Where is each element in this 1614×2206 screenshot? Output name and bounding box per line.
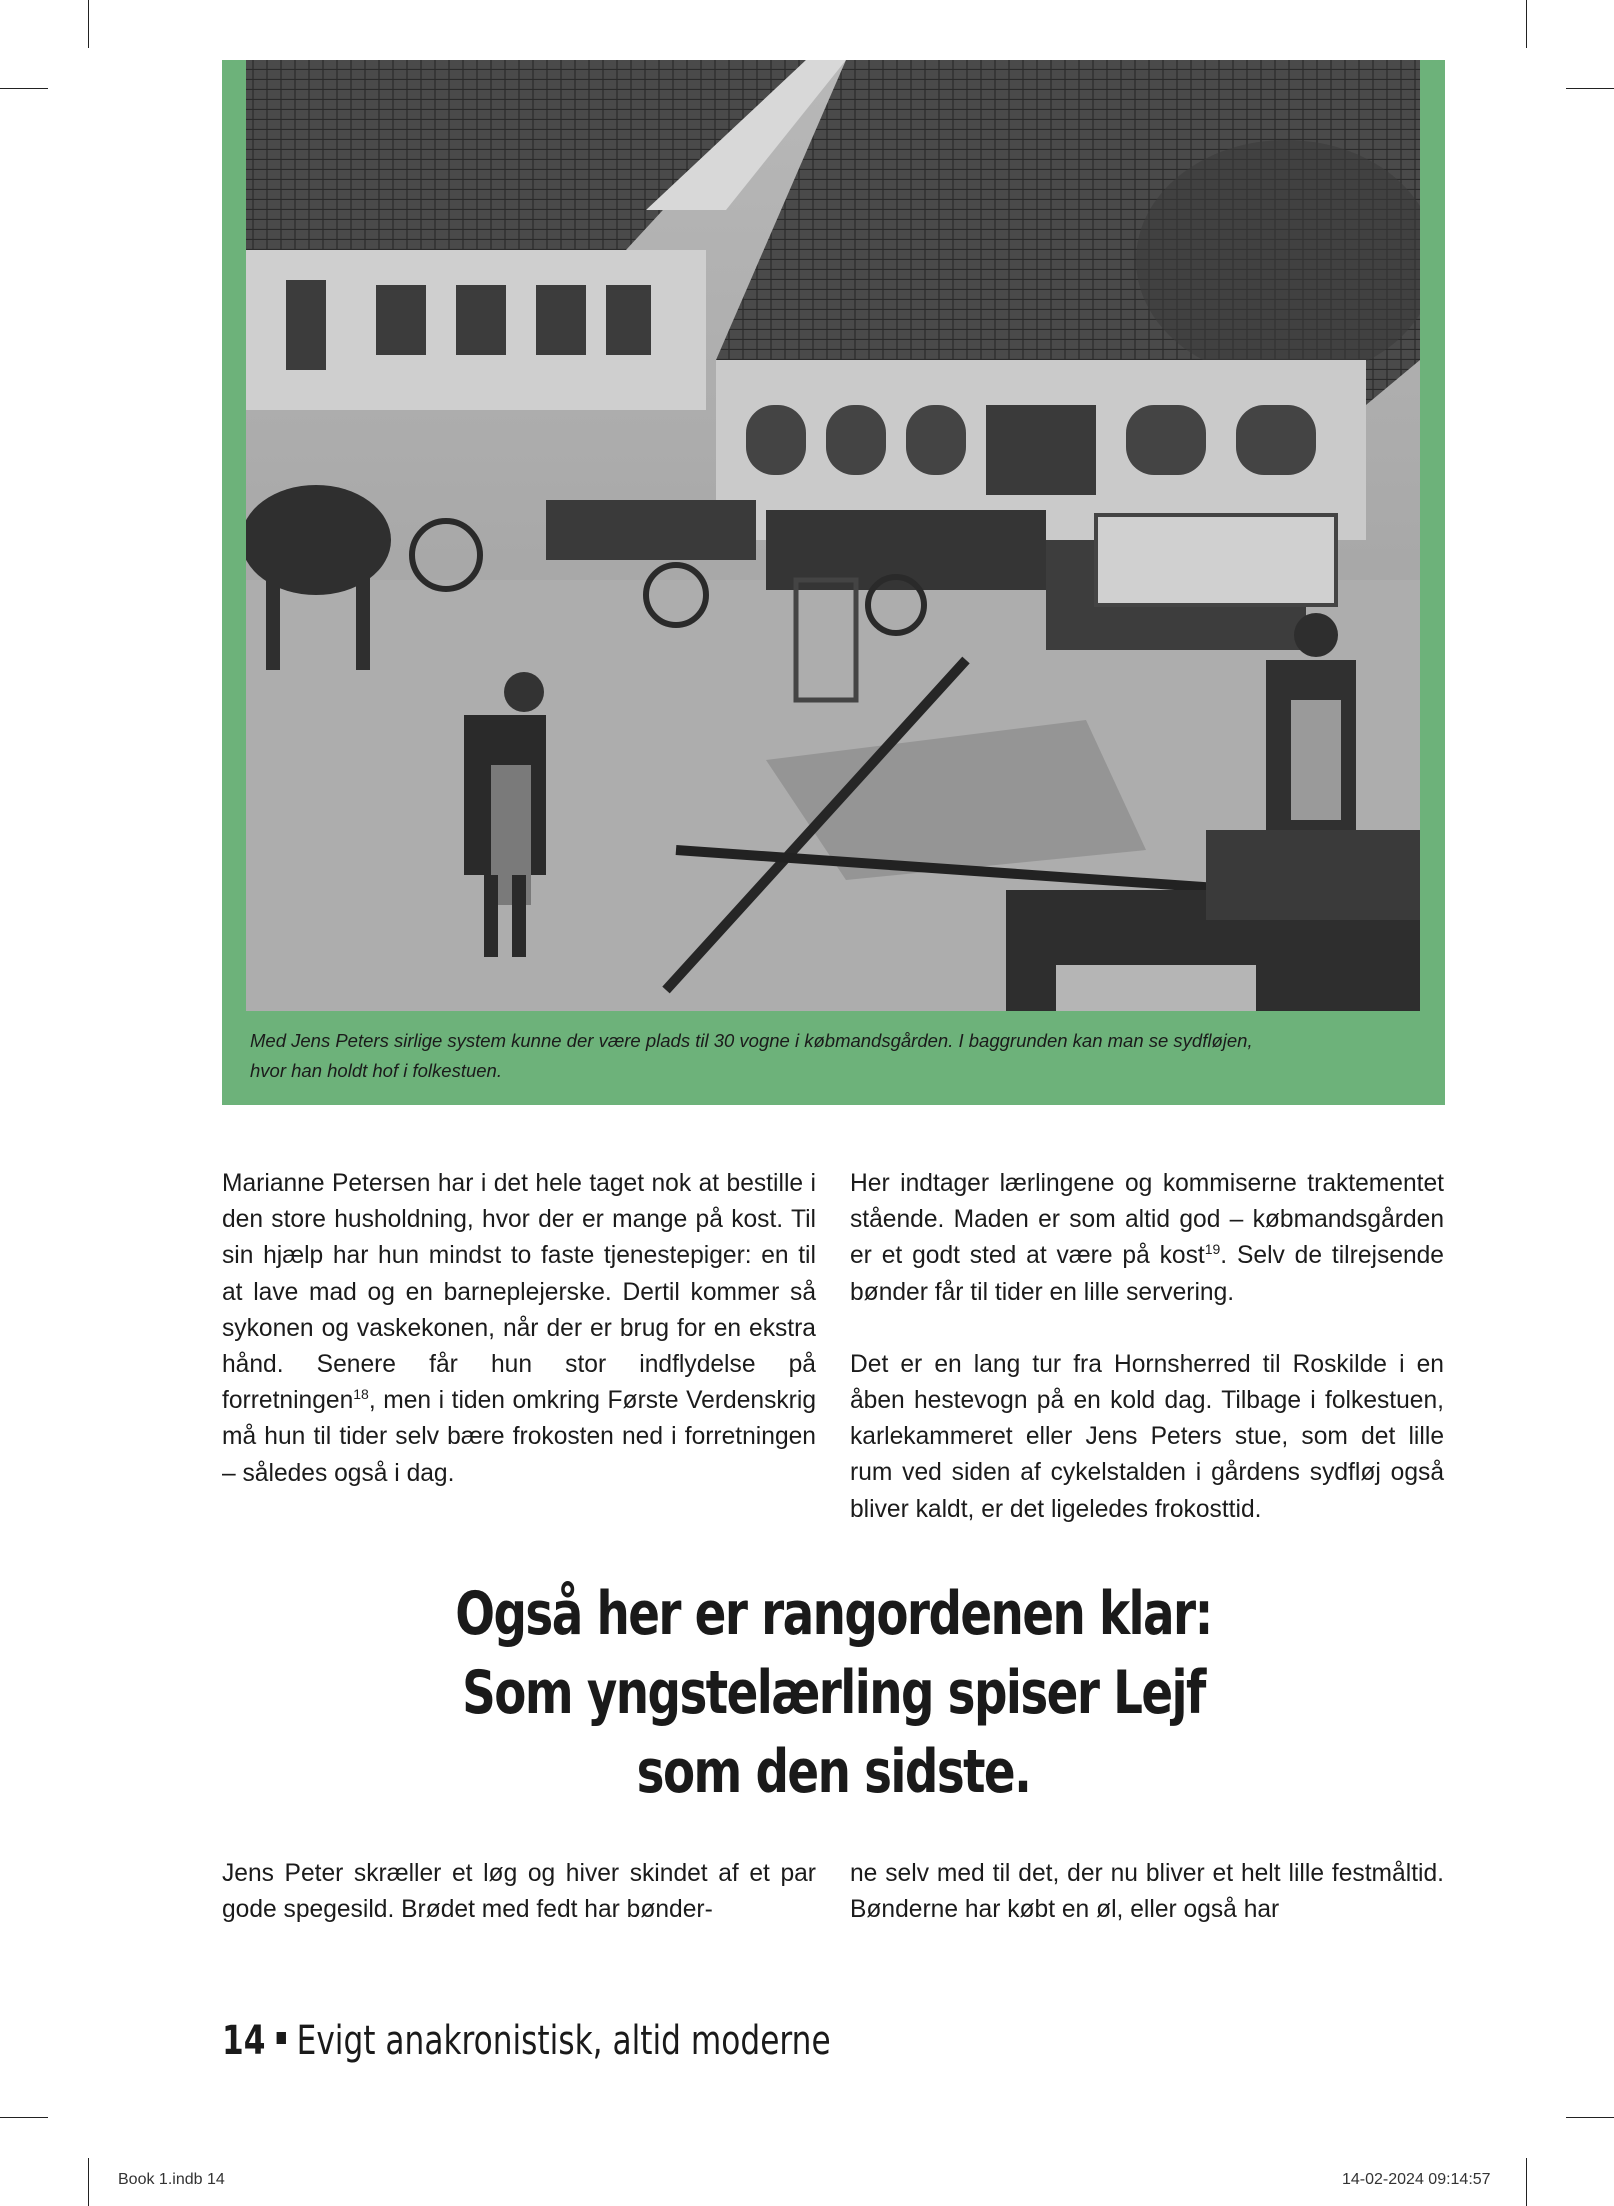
pull-quote-line: som den sidste. (636, 1737, 1031, 1807)
crop-mark (88, 2158, 89, 2206)
pull-quote (357, 1575, 1311, 1812)
body-column-right-lower (850, 1856, 1444, 1928)
body-paragraph: Her indtager lærlingene og kommiserne traktementet stående. Maden er som altid god – købmandsgården er et godt sted at være på kost$^{19}$. Selv de tilrejsende bønder får til tider en lille servering. (850, 1170, 1444, 1306)
body-paragraph: Jens Peter skræller et løg og hiver skindet af et par gode spegesild. Brødet med fedt har bønder- (222, 1860, 816, 1924)
caption-line: Med Jens Peters sirlige system kunne der være plads til 30 vogne i købmandsgården. I baggrunden kan man se sydfløjen, (250, 1030, 1253, 1051)
pull-quote-line: Som yngstelærling spiser Lejf (462, 1658, 1205, 1728)
photo-figure (222, 60, 1445, 1105)
page-footer (222, 2016, 831, 2066)
crop-mark (1526, 0, 1527, 48)
body-paragraph: Marianne Petersen har i det hele taget nok at bestille i den store husholdning, hvor der er mange på kost. Til sin hjælp har hun mindst to faste tjenestepiger: en til at lave mad og en barneplejerske. Dertil kommer så sykonen og vaskekonen, når der er brug for en ekstra hånd. Senere får hun stor indflydelse på forretningen$^{18}$, men i tiden omkring Første Verdenskrig må hun til tider selv bære frokosten ned i forretningen – således også i dag. (222, 1170, 816, 1487)
slug-file: Book 1.indb 14 (118, 2171, 225, 2188)
page-number: 14 (222, 2018, 266, 2064)
crop-mark (1566, 88, 1614, 89)
body-paragraph: Det er en lang tur fra Hornsherred til Roskilde i en åben hestevogn på en kold dag. Tilbage i folkestuen, karlekammeret eller Jens Peters stue, som det lille rum ved siden af cykelstalden i gårdens sydfløj også bliver kaldt, er det ligeledes frokosttid. (850, 1350, 1444, 1523)
body-column-left-lower (222, 1856, 816, 1928)
courtyard-photo (246, 60, 1420, 1011)
slug-timestamp: 14-02-2024 09:14:57 (1342, 2171, 1491, 2188)
footnote-ref: 19 (1204, 1241, 1221, 1258)
crop-mark (1566, 2117, 1614, 2118)
running-title: Evigt anakronistisk, altid moderne (296, 2018, 831, 2064)
pull-quote-line: Også her er rangordenen klar: (455, 1579, 1212, 1649)
photo-caption (250, 1026, 1420, 1086)
crop-mark (1526, 2158, 1527, 2206)
body-paragraph: ne selv med til det, der nu bliver et helt lille festmåltid. Bønderne har købt en øl, eller også har (850, 1860, 1444, 1924)
crop-mark (0, 88, 48, 89)
crop-mark (88, 0, 89, 48)
crop-mark (0, 2117, 48, 2118)
caption-line: hvor han holdt hof i folkestuen. (250, 1060, 502, 1081)
square-bullet-icon (276, 2032, 285, 2044)
body-column-left (222, 1166, 816, 1492)
footnote-ref: 18 (353, 1386, 369, 1403)
body-column-right (850, 1166, 1444, 1528)
